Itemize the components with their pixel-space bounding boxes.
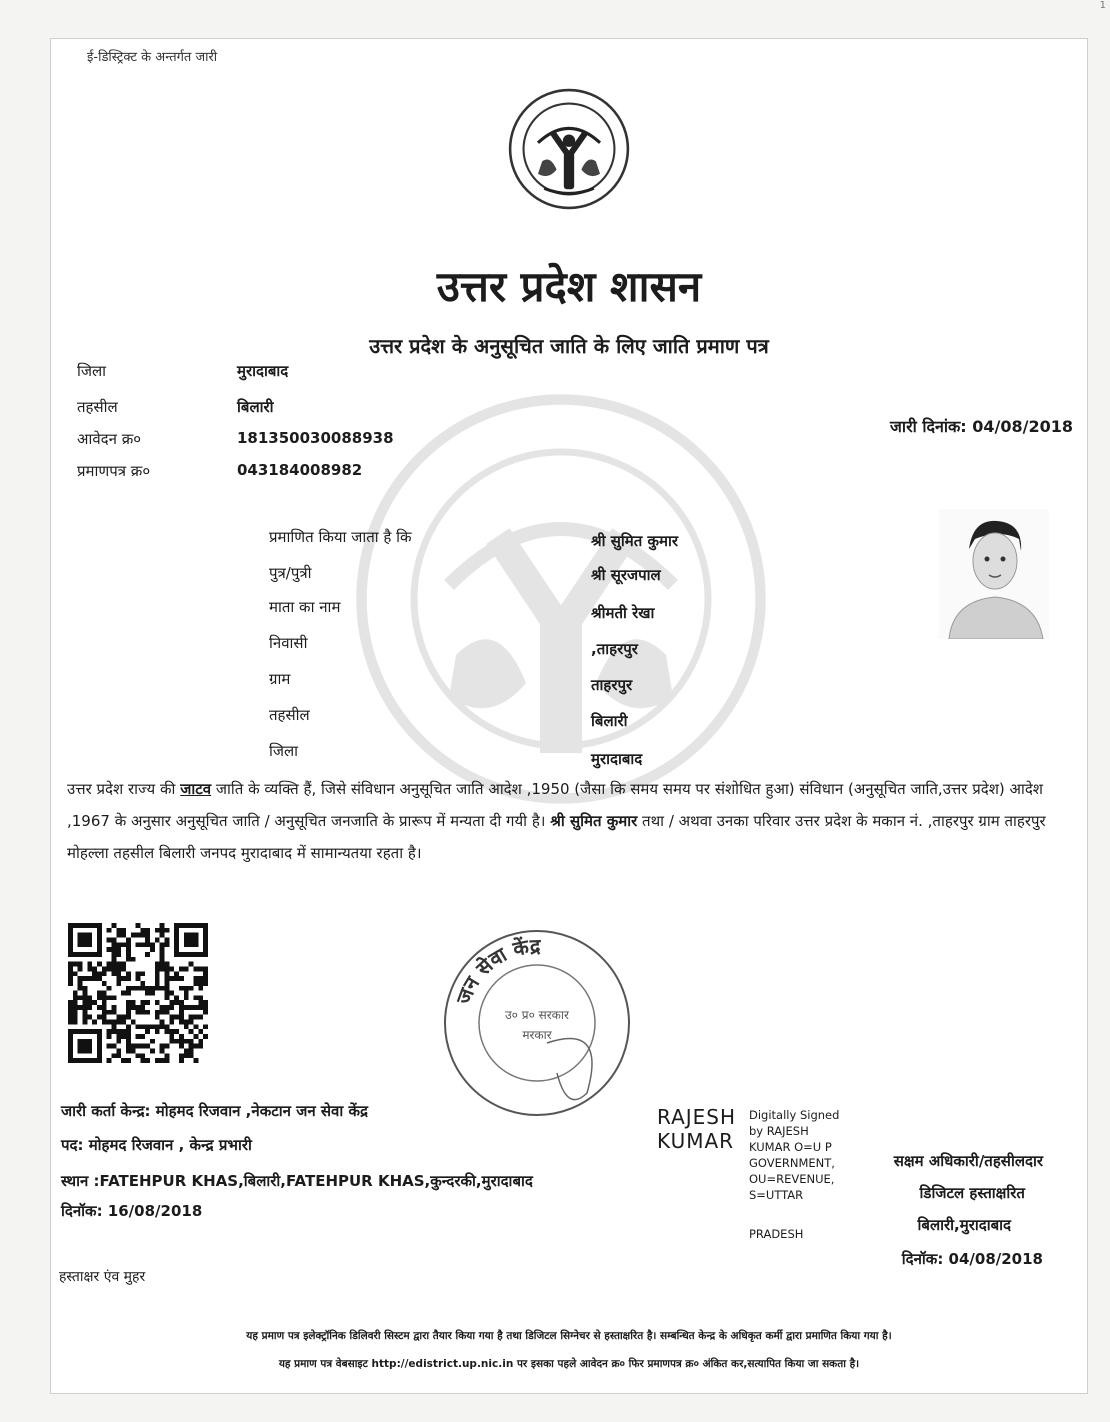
tehsil-value: बिलारी <box>237 398 274 416</box>
application-no-value: 181350030088938 <box>237 429 394 447</box>
issuer-post: पद: मोहमद रिजवान , केन्द्र प्रभारी <box>61 1136 252 1154</box>
digital-signature-state: PRADESH <box>749 1227 804 1241</box>
seal-inner-line-1: उ० प्र० सरकार <box>505 1008 569 1022</box>
page-corner-mark: 1 <box>1099 0 1106 11</box>
certify-tehsil-value: बिलारी <box>591 712 628 730</box>
certificate-statement <box>67 773 1077 869</box>
statement-part-2: जाति के व्यक्ति हैं, जिसे संविधान अनुसूचित जाति आदेश ,1950 (जैसा कि समय समय पर संशोधित हुआ) संविधान (अनुसूचित जाति,उत्तर प्रदेश) आदेश ,1967 के अनुसार अनुसूचित जाति / अनुसूचित जनजाति के प्रारूप में मन्यता दी गयी है। <box>67 780 1044 830</box>
father-name: श्री सूरजपाल <box>591 566 661 584</box>
qr-code <box>65 923 211 1063</box>
certify-tehsil-label: तहसील <box>269 706 310 724</box>
page-title: उत्तर प्रदेश शासन <box>436 262 702 311</box>
son-daughter-label: पुत्र/पुत्री <box>269 564 312 582</box>
district-label: जिला <box>77 362 107 380</box>
jan-seva-kendra-seal <box>437 923 637 1123</box>
mother-name-label: माता का नाम <box>269 598 341 616</box>
village-label: ग्राम <box>269 670 291 688</box>
issue-date-label: जारी दिनांक: <box>890 417 967 436</box>
footer-note-2: यह प्रमाण पत्र वेबसाइट http://edistrict.up.nic.in पर इसका पहले आवेदन क्र० फिर प्रमाणपत्र क्र० अंकित कर,सत्यापित किया जा सकता है। <box>278 1358 860 1370</box>
up-government-emblem-icon <box>507 87 631 211</box>
seal-inner-line-2: मरकार <box>522 1028 552 1042</box>
resident-label: निवासी <box>269 634 308 652</box>
certificate-sheet <box>50 38 1088 1394</box>
issuer-date: दिनॉक: 16/08/2018 <box>61 1202 203 1220</box>
edistrict-issue-note: ई-डिस्ट्रिक्ट के अन्तर्गत जारी <box>87 50 218 65</box>
issue-date-value: 04/08/2018 <box>972 417 1073 436</box>
certificate-no-value: 043184008982 <box>237 461 363 479</box>
officer-digitally-signed: डिजिटल हस्ताक्षरित <box>919 1184 1025 1202</box>
certificate-subtitle: उत्तर प्रदेश के अनुसूचित जाति के लिए जाति प्रमाण पत्र <box>369 334 769 358</box>
issuer-place: स्थान :FATEHPUR KHAS,बिलारी,FATEHPUR KHAS,कुन्दरकी,मुरादाबाद <box>61 1172 533 1190</box>
district-value: मुरादाबाद <box>237 362 289 380</box>
village-value: ताहरपुर <box>591 676 633 694</box>
emblem-watermark-icon <box>351 389 771 809</box>
issuing-centre: जारी कर्ता केन्द्र: मोहमद रिजवान ,नेकटान जन सेवा केंद्र <box>61 1102 368 1120</box>
digital-signer-name: RAJESH KUMAR <box>657 1105 737 1153</box>
seal-ring-text: जन सेवा केंद्र <box>451 933 541 1008</box>
statement-person-name: श्री सुमित कुमार <box>550 812 638 830</box>
officer-title: सक्षम अधिकारी/तहसीलदार <box>893 1152 1043 1170</box>
application-no-label: आवेदन क्र० <box>77 430 142 448</box>
caste-name: जाटव <box>180 780 212 798</box>
issue-date <box>890 415 1073 437</box>
certify-district-label: जिला <box>269 742 299 760</box>
officer-place: बिलारी,मुरादाबाद <box>917 1216 1011 1234</box>
svg-text:जन सेवा केंद्र <box>451 934 542 1008</box>
certify-intro: प्रमाणित किया जाता है कि <box>269 528 412 546</box>
applicant-name: श्री सुमित कुमार <box>591 532 679 550</box>
certificate-no-label: प्रमाणपत्र क्र० <box>77 462 151 480</box>
statement-part-3: तथा / अथवा उनका परिवार उत्तर प्रदेश के मकान नं. ,ताहरपुर ग्राम ताहरपुर मोहल्ला तहसील बिलारी जनपद मुरादाबाद में सामान्यतया रहता है। <box>67 812 1046 862</box>
footer-note-1: यह प्रमाण पत्र इलेक्ट्रॉनिक डिलिवरी सिस्टम द्वारा तैयार किया गया है तथा डिजिटल सिग्नेचर से हस्ताक्षरित है। सम्बन्धित केन्द्र के अधिकृत कर्मी द्वारा प्रमाणित किया गया है। <box>246 1330 892 1342</box>
applicant-photo <box>939 509 1049 639</box>
digital-signature-details: Digitally Signed by RAJESH KUMAR O=U P GOVERNMENT, OU=REVENUE, S=UTTAR <box>749 1108 840 1202</box>
officer-date: दिनॉक: 04/08/2018 <box>901 1250 1043 1268</box>
resident-value: ,ताहरपुर <box>591 640 638 658</box>
mother-name: श्रीमती रेखा <box>591 604 655 622</box>
statement-part-1: उत्तर प्रदेश राज्य की <box>67 780 181 798</box>
tehsil-label: तहसील <box>77 398 118 416</box>
certify-district-value: मुरादाबाद <box>591 750 643 768</box>
signature-and-stamp-label: हस्ताक्षर एंव मुहर <box>59 1269 146 1285</box>
